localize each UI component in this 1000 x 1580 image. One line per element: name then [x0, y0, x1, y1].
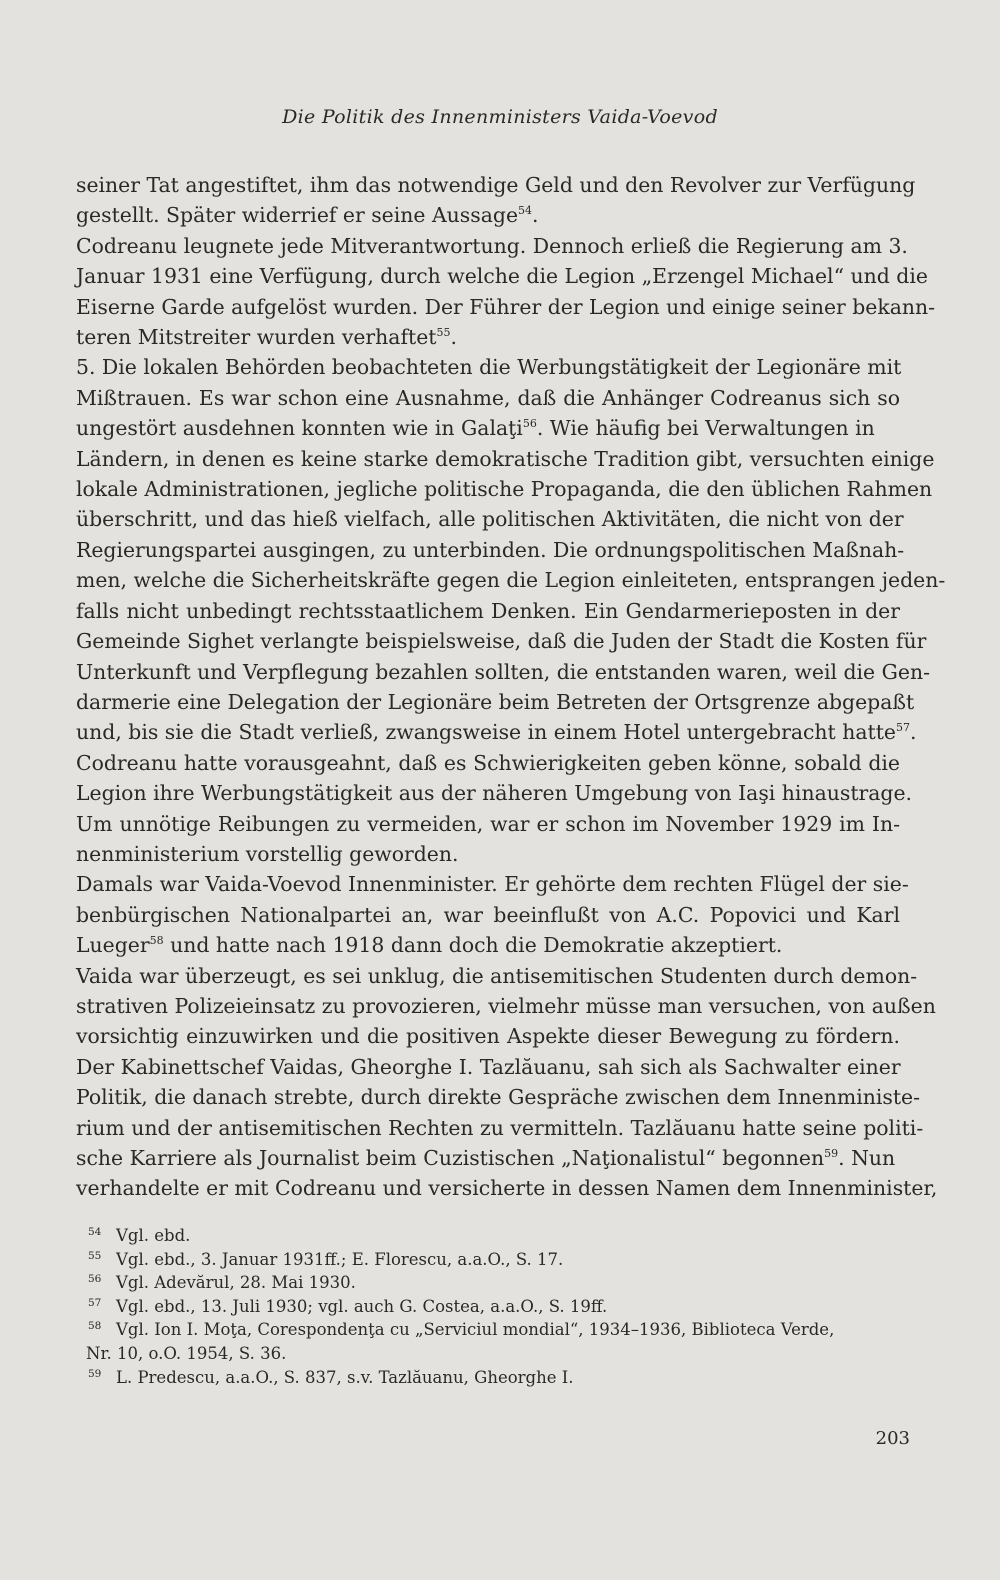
- text-line: [76, 717, 917, 747]
- footnote: 55 Vgl. ebd., 3. Januar 1931ff.; E. Florescu, a.a.O., S. 17.: [88, 1249, 564, 1269]
- text-line: [76, 200, 900, 230]
- text-segment: .: [450, 325, 457, 350]
- text-line: [76, 1143, 900, 1173]
- text-line: Gemeinde Sighet verlangte beispielsweise, daß die Juden der Stadt die Kosten für: [76, 629, 927, 654]
- text-line: Codreanu leugnete jede Mitverantwortung. Dennoch erließ die Regierung am 3.: [76, 233, 908, 258]
- text-line: strativen Polizeieinsatz zu provozieren, vielmehr müsse man versuchen, von außen: [76, 993, 936, 1018]
- text-line: men, welche die Sicherheitskräfte gegen die Legion einleiteten, entsprangen jeden-: [76, 568, 946, 593]
- text-line: benbürgischen Nationalpartei an, war beeinflußt von A.C. Popovici und Karl: [76, 902, 900, 927]
- body-text: [76, 170, 946, 1204]
- footnote-ref[interactable]: 57: [895, 721, 910, 735]
- text-segment: und, bis sie die Stadt verließ, zwangsweise in einem Hotel untergebracht hatte: [76, 720, 896, 745]
- text-line: Legion ihre Werbungstätigkeit aus der näheren Umgebung von Iaşi hinaustrage.: [76, 781, 913, 806]
- text-line: falls nicht unbedingt rechtsstaatlichem Denken. Ein Gendarmerieposten in der: [76, 598, 900, 623]
- footnote: 56 Vgl. Adevărul, 28. Mai 1930.: [88, 1273, 356, 1293]
- text-line: Regierungspartei ausgingen, zu unterbinden. Die ordnungspolitischen Maßnah-: [76, 537, 905, 562]
- text-line: darmerie eine Delegation der Legionäre beim Betreten der Ortsgrenze abgepaßt: [76, 689, 915, 714]
- text-line: Codreanu hatte vorausgeahnt, daß es Schwierigkeiten geben könne, sobald die: [76, 750, 900, 775]
- text-line: Um unnötige Reibungen zu vermeiden, war er schon im November 1929 im In-: [76, 811, 900, 836]
- footnote-text: L. Predescu, a.a.O., S. 837, s.v. Tazlăuanu, Gheorghe I.: [116, 1367, 574, 1387]
- footnote: 58 Vgl. Ion I. Moţa, Corespondenţa cu „Serviciul mondial“, 1934–1936, Biblioteca Verde,: [88, 1320, 835, 1340]
- footnote: 57 Vgl. ebd., 13. Juli 1930; vgl. auch G. Costea, a.a.O., S. 19ff.: [88, 1296, 608, 1316]
- text-line: vorsichtig einzuwirken und die positiven Aspekte dieser Bewegung zu fördern.: [76, 1024, 900, 1049]
- footnote-ref[interactable]: 56: [522, 417, 537, 431]
- page-number: 203: [875, 1428, 910, 1449]
- text-segment: gestellt. Später widerrief er seine Aussage: [76, 203, 519, 228]
- text-segment: .: [532, 203, 539, 228]
- footnotes: [88, 1224, 900, 1389]
- text-line: Mißtrauen. Es war schon eine Ausnahme, daß die Anhänger Codreanus sich so: [76, 385, 900, 410]
- footnote-ref[interactable]: 54: [518, 204, 533, 218]
- text-line: rium und der antisemitischen Rechten zu vermitteln. Tazlăuanu hatte seine politi-: [76, 1115, 924, 1140]
- footnote: 54 Vgl. ebd.: [88, 1226, 191, 1245]
- text-segment-a: ungestört ausdehnen konnten wie in Galaţi: [76, 416, 523, 441]
- text-line: lokale Administrationen, jegliche politische Propaganda, die den üblichen Rahmen: [76, 477, 933, 502]
- footnote-continuation: [86, 1342, 900, 1366]
- footnote-text: Vgl. ebd., 13. Juli 1930; vgl. auch G. Costea, a.a.O., S. 19ff.: [116, 1296, 608, 1316]
- footnote-text: Vgl. Adevărul, 28. Mai 1930.: [116, 1273, 356, 1293]
- text-segment: . Nun: [838, 1146, 896, 1170]
- text-line: 5. Die lokalen Behörden beobachteten die Werbungstätigkeit der Legionäre mit: [76, 355, 902, 380]
- text-line: nenministerium vorstellig geworden.: [76, 841, 459, 866]
- footnote-text: Nr. 10, o.O. 1954, S. 36.: [86, 1343, 287, 1363]
- footnote-text: Vgl. ebd., 3. Januar 1931ff.; E. Florescu, a.a.O., S. 17.: [116, 1249, 564, 1269]
- text-line: Ländern, in denen es keine starke demokratische Tradition gibt, versuchten einige: [76, 446, 935, 471]
- text-line: Eiserne Garde aufgelöst wurden. Der Führer der Legion und einige seiner bekann-: [76, 294, 936, 319]
- footnote-ref[interactable]: 58: [149, 934, 164, 948]
- text-line: Unterkunft und Verpflegung bezahlen sollten, die entstanden waren, weil die Gen-: [76, 659, 930, 684]
- footnote: 59 L. Predescu, a.a.O., S. 837, s.v. Tazlăuanu, Gheorghe I.: [88, 1367, 574, 1387]
- footnote-ref[interactable]: 59: [824, 1147, 839, 1160]
- text-line: Januar 1931 eine Verfügung, durch welche die Legion „Erzengel Michael“ und die: [76, 264, 928, 289]
- text-segment: [76, 413, 875, 443]
- text-line: Vaida war überzeugt, es sei unklug, die antisemitischen Studenten durch demon-: [76, 963, 918, 988]
- text-segment: teren Mitstreiter wurden verhaftet: [76, 325, 437, 350]
- text-line: Politik, die danach strebte, durch direkte Gespräche zwischen dem Innenministe-: [76, 1085, 920, 1110]
- text-segment: .: [909, 720, 917, 745]
- text-line: Damals war Vaida-Voevod Innenminister. Er gehörte dem rechten Flügel der sie-: [76, 872, 909, 897]
- text-segment: und hatte nach 1918 dann doch die Demokratie akzeptiert.: [163, 933, 783, 958]
- running-header: Die Politik des Innenministers Vaida-Voevod: [282, 106, 718, 128]
- footnote-ref[interactable]: 55: [436, 326, 451, 340]
- text-line: überschritt, und das hieß vielfach, alle politischen Aktivitäten, die nicht von der: [76, 507, 904, 532]
- text-line: [76, 930, 900, 960]
- footnote-text: Vgl. ebd.: [116, 1226, 191, 1245]
- text-line: [76, 322, 900, 352]
- text-line: Der Kabinettschef Vaidas, Gheorghe I. Tazlăuanu, sah sich als Sachwalter einer: [76, 1054, 901, 1079]
- text-segment-b: . Wie häufig bei Verwaltungen in: [536, 416, 875, 441]
- footnote-text: Vgl. Ion I. Moţa, Corespondenţa cu „Serviciul mondial“, 1934–1936, Biblioteca Verde,: [116, 1320, 835, 1340]
- text-line: verhandelte er mit Codreanu und versicherte in dessen Namen dem Innenminister,: [76, 1176, 938, 1201]
- text-segment: sche Karriere als Journalist beim Cuzistischen „Naţionalistul“ begonnen: [76, 1146, 825, 1170]
- text-segment: Lueger: [76, 933, 150, 958]
- text-line: seiner Tat angestiftet, ihm das notwendige Geld und den Revolver zur Verfügung: [76, 173, 916, 197]
- text-line: [76, 413, 900, 443]
